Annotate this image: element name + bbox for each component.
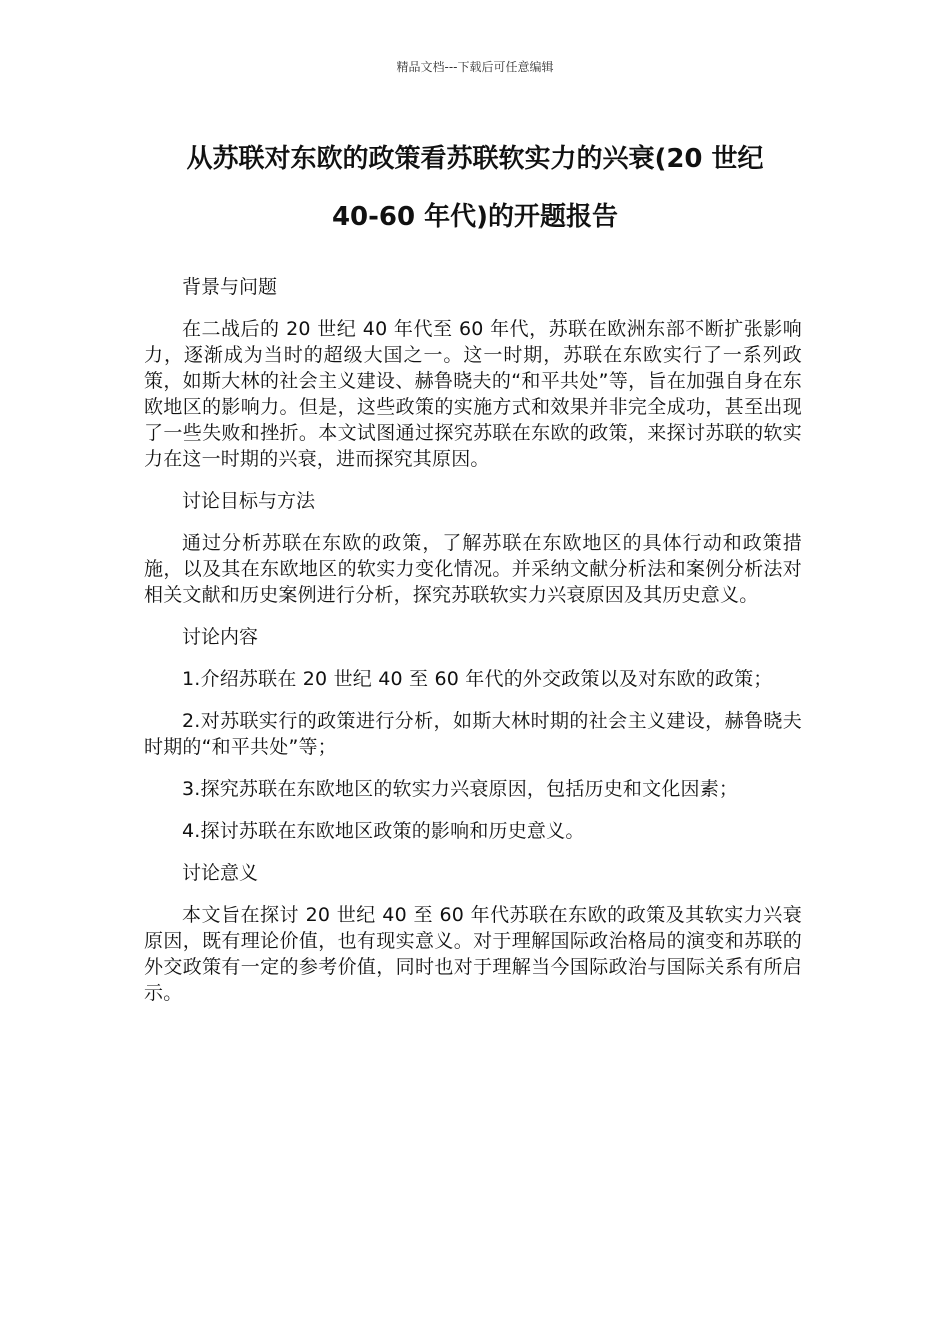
section-heading-content: 讨论内容	[182, 626, 259, 648]
section-heading-background: 背景与问题	[182, 276, 278, 298]
title-line-2: 40-60 年代)的开题报告	[331, 202, 619, 232]
content-item-2: 2.对苏联实行的政策进行分析，如斯大林时期的社会主义建设，赫鲁晓夫时期的“和平共处”等；	[144, 710, 802, 758]
content-item-4: 4.探讨苏联在东欧地区政策的影响和历史意义。	[182, 820, 585, 842]
title-line-1: 从苏联对东欧的政策看苏联软实力的兴衰(20 世纪	[186, 144, 764, 174]
content-item-1: 1.介绍苏联在 20 世纪 40 至 60 年代的外交政策以及对东欧的政策；	[182, 668, 773, 690]
section-heading-significance: 讨论意义	[182, 862, 259, 884]
document-title	[140, 130, 810, 246]
content-item-3: 3.探究苏联在东欧地区的软实力兴衰原因，包括历史和文化因素；	[182, 778, 739, 800]
goals-paragraph: 通过分析苏联在东欧的政策，了解苏联在东欧地区的具体行动和政策措施，以及其在东欧地区的软实力变化情况。并采纳文献分析法和案例分析法对相关文献和历史案例进行分析，探究苏联软实力兴衰原因及其历史意义。	[144, 532, 802, 606]
background-paragraph: 在二战后的 20 世纪 40 年代至 60 年代，苏联在欧洲东部不断扩张影响力，逐渐成为当时的超级大国之一。这一时期，苏联在东欧实行了一系列政策，如斯大林的社会主义建设、赫鲁晓夫的“和平共处”等，旨在加强自身在东欧地区的影响力。但是，这些政策的实施方式和效果并非完全成功，甚至出现了一些失败和挫折。本文试图通过探究苏联在东欧的政策，来探讨苏联的软实力在这一时期的兴衰，进而探究其原因。	[144, 318, 802, 470]
header-note: 精品文档---下载后可任意编辑	[396, 60, 554, 74]
section-heading-goals: 讨论目标与方法	[182, 490, 316, 512]
document-body	[144, 274, 802, 1022]
significance-paragraph: 本文旨在探讨 20 世纪 40 至 60 年代苏联在东欧的政策及其软实力兴衰原因，既有理论价值，也有现实意义。对于理解国际政治格局的演变和苏联的外交政策有一定的参考价值，同时也对于理解当今国际政治与国际关系有所启示。	[144, 904, 802, 1004]
